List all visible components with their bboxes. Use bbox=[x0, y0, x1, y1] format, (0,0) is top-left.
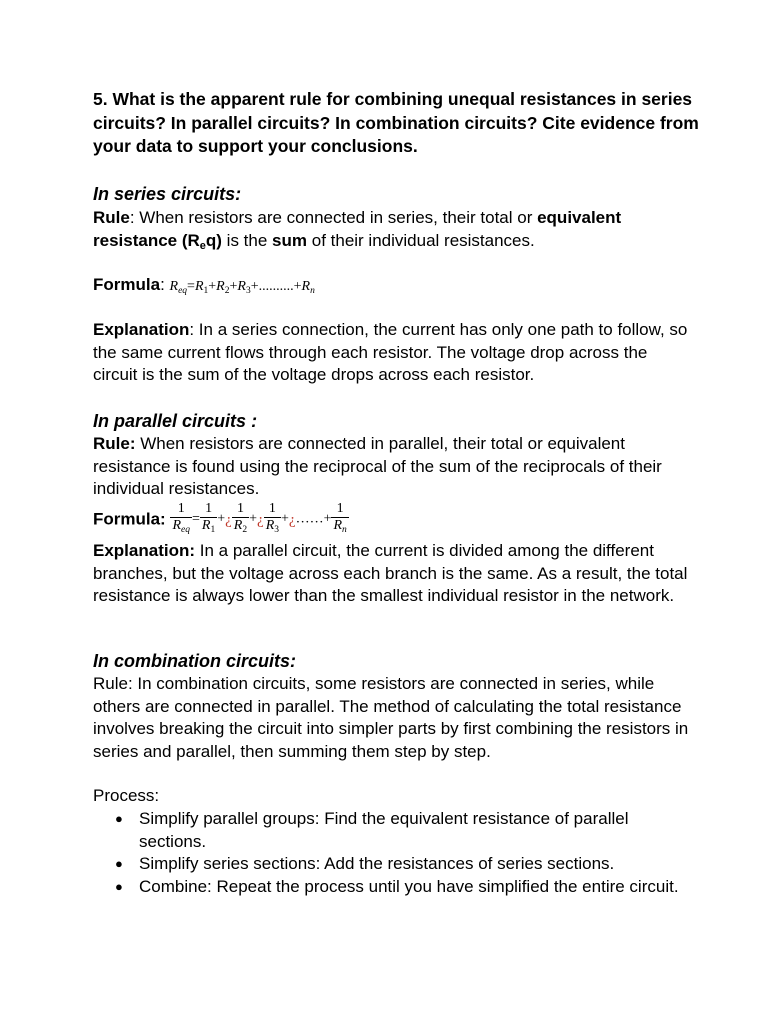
list-item: ● Combine: Repeat the process until you have simplified the entire circuit. bbox=[93, 876, 693, 899]
fraction-1-over-req: $\frac{1}{R_{eq}}$ bbox=[172, 501, 190, 535]
combination-steps-list bbox=[93, 808, 693, 898]
fraction-1-over-rn: $\frac{1}{R_n}$ bbox=[333, 501, 347, 535]
series-formula-label: Formula bbox=[93, 275, 161, 294]
series-rule-bold-3: sum bbox=[272, 230, 308, 250]
list-item: ● Simplify series sections: Add the resistances of series sections. bbox=[93, 853, 693, 876]
series-explanation bbox=[93, 319, 693, 387]
list-item: ● Simplify parallel groups: Find the equivalent resistance of parallel sections. bbox=[93, 808, 693, 853]
series-rule-text-2: is the bbox=[221, 230, 273, 250]
fraction-1-over-r1: $\frac{1}{R_1}$ bbox=[201, 501, 216, 535]
parallel-heading: In parallel circuits : bbox=[93, 411, 258, 431]
parallel-rule bbox=[93, 433, 693, 501]
series-formula-math: $R_{eq}=R_1+R_2+R_3+..........+R_n$ bbox=[169, 279, 315, 296]
parallel-rule-label: Rule: bbox=[93, 434, 136, 453]
series-rule-text-3: of their individual resistances. bbox=[307, 230, 535, 250]
fraction-1-over-r3: $\frac{1}{R_3}$ bbox=[265, 501, 279, 535]
series-rule-label: Rule bbox=[93, 208, 130, 227]
series-rule-text-1: : When resistors are connected in series, their total or bbox=[129, 208, 538, 227]
parallel-explanation bbox=[93, 540, 693, 608]
series-heading: In series circuits: bbox=[93, 184, 242, 204]
question-text: 5. What is the apparent rule for combining unequal resistances in series circuits? In parallel circuits? In combination circuits? Cite evidence from your data to support your conclusions. bbox=[93, 89, 699, 156]
series-rule-bold-1: equivalent resistance (R bbox=[93, 208, 622, 250]
combination-process-label: Process: bbox=[93, 786, 160, 805]
parallel-explanation-label: Explanation: bbox=[93, 541, 196, 560]
fraction-1-over-r2: $\frac{1}{R_2}$ bbox=[233, 501, 248, 535]
parallel-formula-label: Formula: bbox=[93, 509, 166, 529]
combination-rule: Rule: In combination circuits, some resistors are connected in series, while others are connected in parallel. The method of calculating the total resistance involves breaking the circuit into simpler parts by first combining the resistors in series and parallel, then summing them step by step. bbox=[93, 674, 689, 761]
parallel-formula: Formula: $\frac{1}{R_{eq}}$ = $\frac{1}{R_1}$ +¿ $\frac{1}{R_2}$ +¿ $\frac{1}{R_3}$ +¿……+ $\frac{1}{R_n}$ bbox=[93, 501, 693, 538]
combination-heading: In combination circuits: bbox=[93, 651, 297, 671]
series-formula-colon: : bbox=[160, 275, 170, 294]
series-formula bbox=[93, 274, 693, 303]
series-rule-sub: e bbox=[199, 239, 206, 252]
series-rule-bold-2: q) bbox=[205, 230, 222, 250]
parallel-explanation-text: In a parallel circuit, the current is divided among the different branches, but the voltage across each branch is the same. As a result, the total resistance is always lower than the smallest individual resistor in the network. bbox=[93, 541, 688, 605]
parallel-rule-text: When resistors are connected in parallel, their total or equivalent resistance is found using the reciprocal of the sum of the reciprocals of their individual resistances. bbox=[93, 434, 662, 498]
series-rule bbox=[93, 207, 693, 257]
series-explanation-label: Explanation bbox=[93, 320, 190, 339]
series-explanation-text: : In a series connection, the current has only one path to follow, so the same current flows through each resistor. The voltage drop across the circuit is the sum of the voltage drops across each resistor. bbox=[93, 320, 688, 384]
